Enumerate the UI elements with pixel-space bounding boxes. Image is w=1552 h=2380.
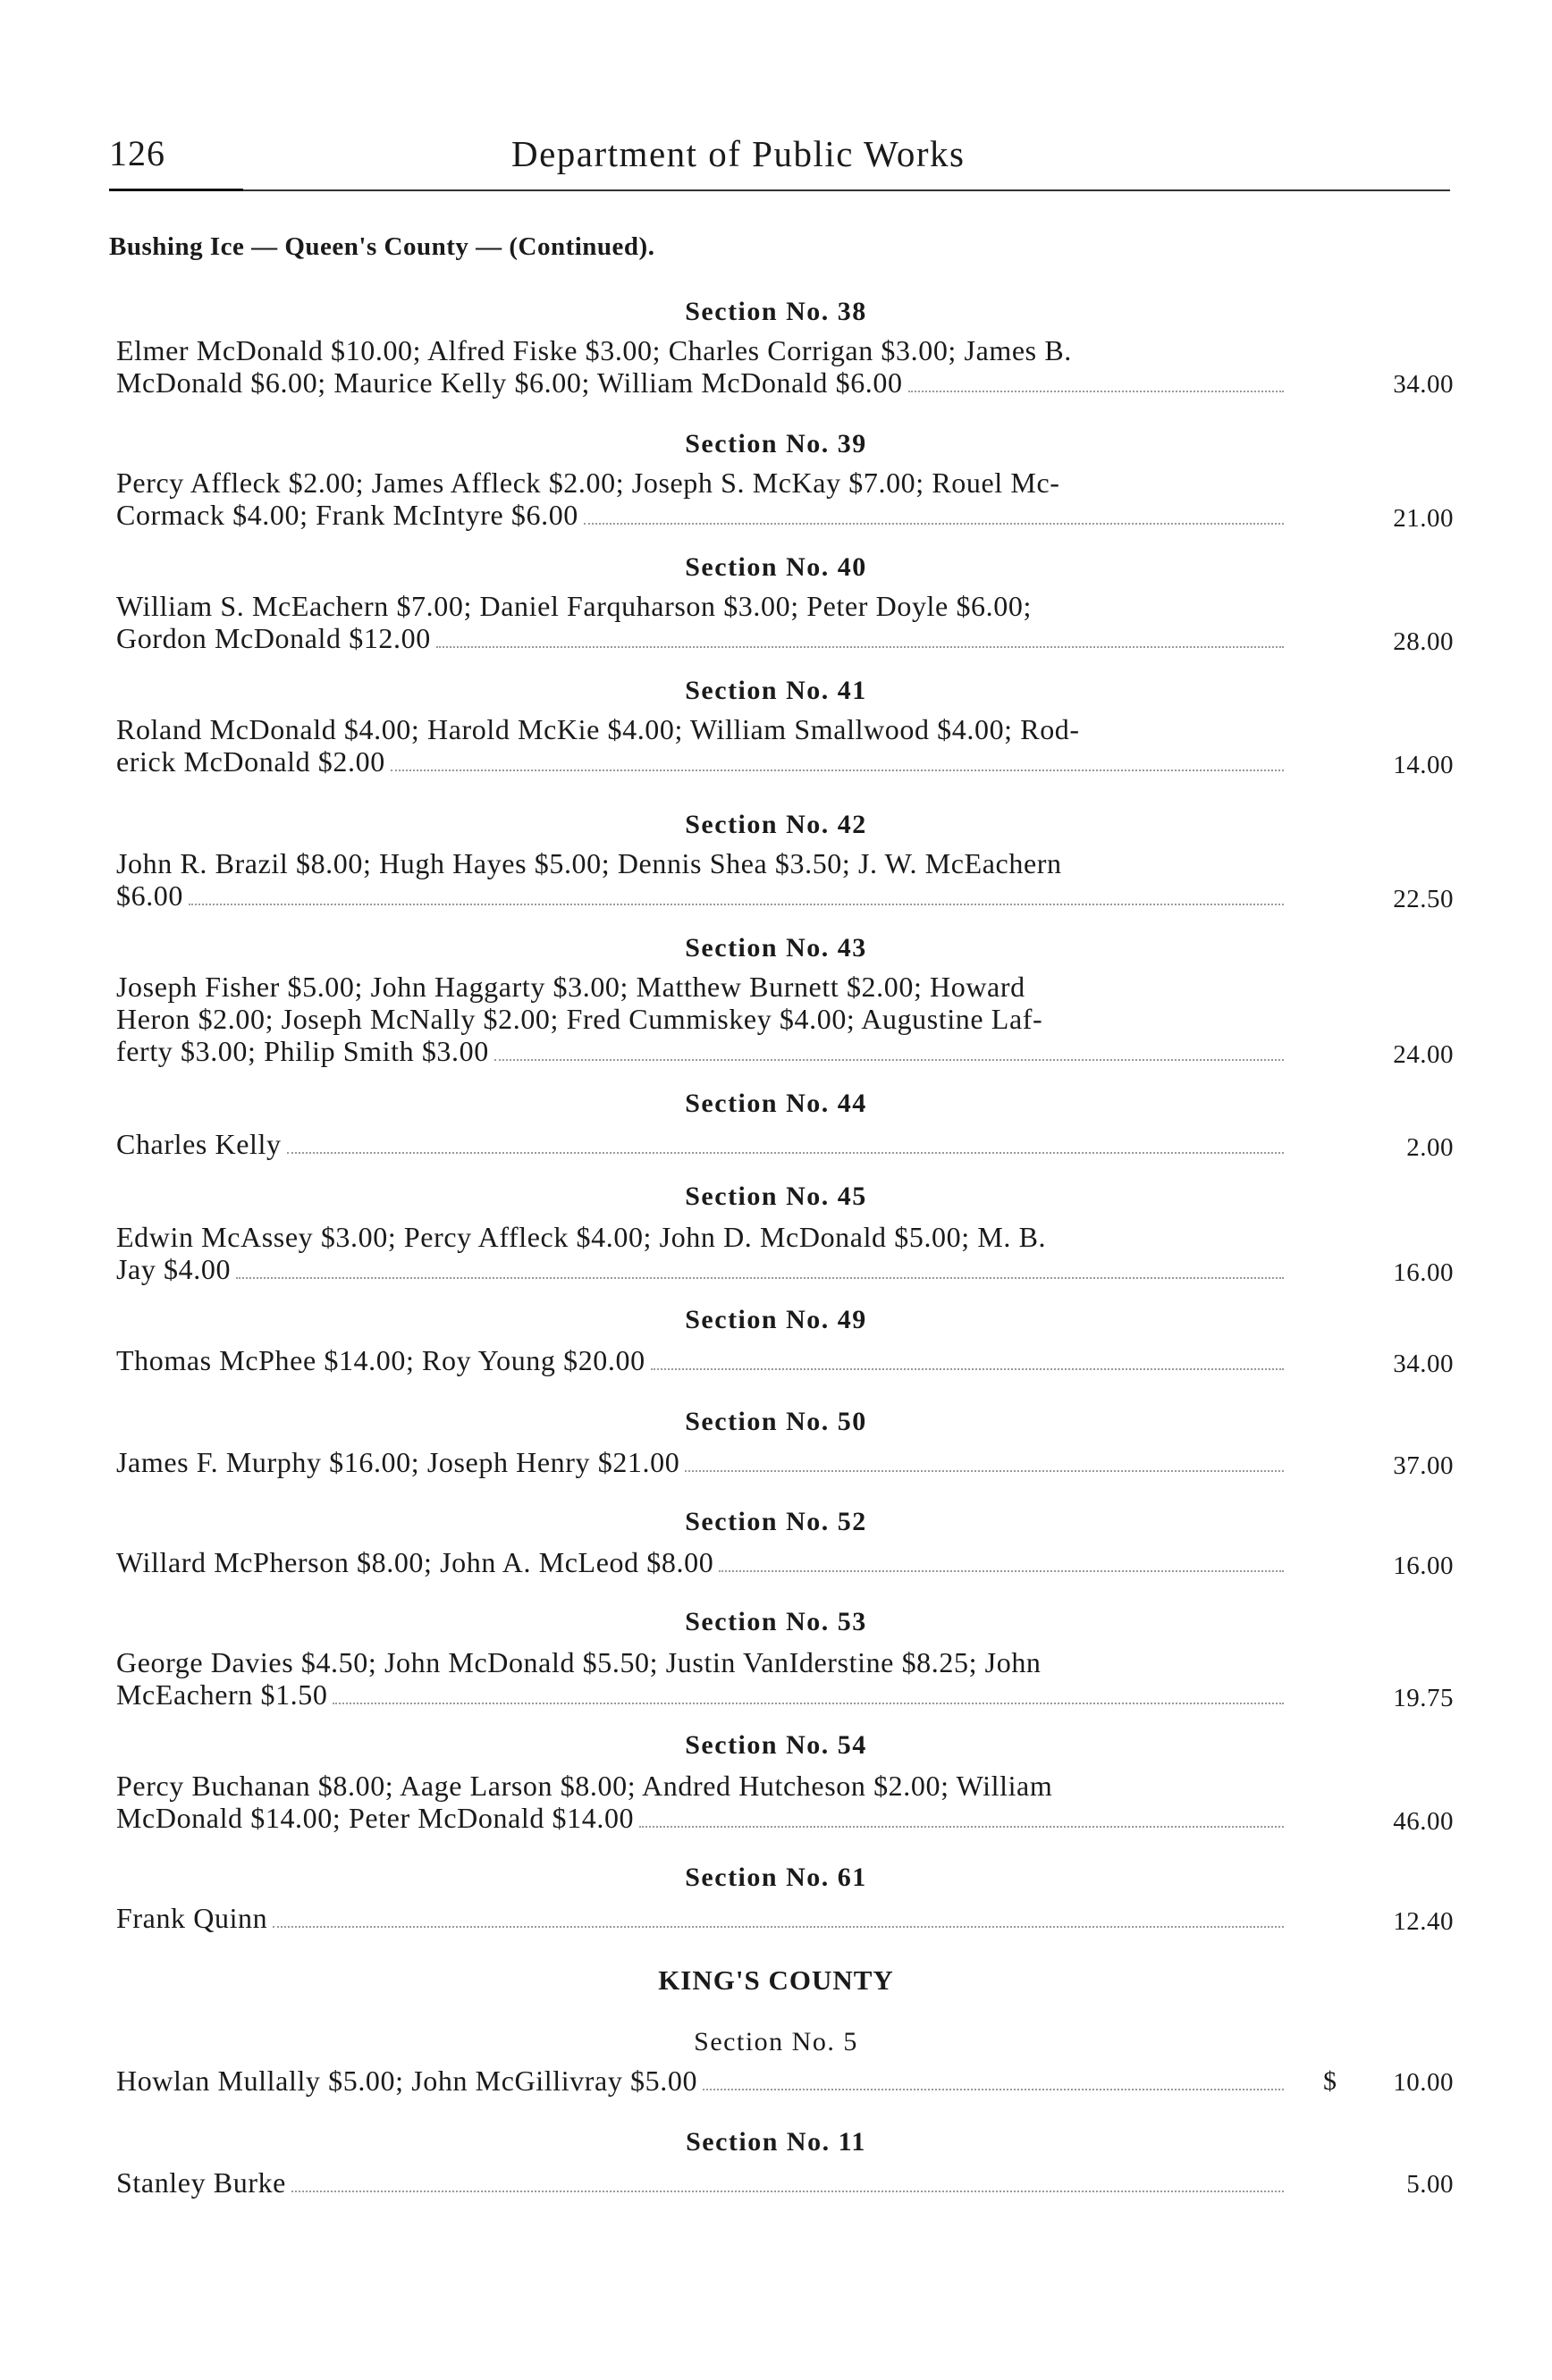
section-amount: 10.00 [1393, 2068, 1454, 2097]
section-heading: Section No. 41 [685, 676, 867, 705]
entry-line: Percy Affleck $2.00; James Affleck $2.00; Joseph S. McKay $7.00; Rouel Mc- [116, 467, 1060, 499]
section-heading: Section No. 54 [685, 1730, 867, 1760]
section-heading: Section No. 39 [685, 429, 867, 458]
entry-line: Heron $2.00; Joseph McNally $2.00; Fred Cummiskey $4.00; Augustine Laf- [116, 1003, 1043, 1035]
section-amount: 2.00 [1406, 1133, 1454, 1162]
entry-line: Percy Buchanan $8.00; Aage Larson $8.00; Andred Hutcheson $2.00; William [116, 1770, 1053, 1802]
entry-line: ferty $3.00; Philip Smith $3.00 [116, 1035, 1287, 1068]
section-heading: Section No. 53 [685, 1607, 867, 1636]
section-amount: 19.75 [1393, 1684, 1454, 1712]
entry-line: McDonald $6.00; Maurice Kelly $6.00; William McDonald $6.00 [116, 366, 1287, 399]
section-subtitle: Bushing Ice — Queen's County — (Continued). [109, 232, 655, 261]
page-title: Department of Public Works [511, 133, 966, 174]
section-heading: Section No. 5 [694, 2027, 858, 2056]
entry-line: Gordon McDonald $12.00 [116, 622, 1287, 655]
section-heading: Section No. 44 [685, 1089, 867, 1118]
section-heading: Section No. 49 [685, 1305, 867, 1334]
section-amount: 28.00 [1393, 627, 1454, 656]
entry-line: $6.00 [116, 879, 1287, 912]
header-rule-accent [109, 189, 243, 191]
entry-line: Joseph Fisher $5.00; John Haggarty $3.00; Matthew Burnett $2.00; Howard [116, 971, 1025, 1003]
entry-line: Howlan Mullally $5.00; John McGillivray $5.00 [116, 2065, 1287, 2098]
entry-line: Stanley Burke [116, 2166, 1287, 2199]
entry-line: Edwin McAssey $3.00; Percy Affleck $4.00; John D. McDonald $5.00; M. B. [116, 1221, 1047, 1253]
section-amount: 34.00 [1393, 1350, 1454, 1378]
section-heading: Section No. 11 [686, 2127, 866, 2157]
currency-symbol: $ [1323, 2066, 1337, 2096]
entry-line: John R. Brazil $8.00; Hugh Hayes $5.00; Dennis Shea $3.50; J. W. McEachern [116, 847, 1062, 879]
section-heading: Section No. 50 [685, 1407, 867, 1436]
entry-line: Jay $4.00 [116, 1253, 1287, 1286]
section-amount: 21.00 [1393, 504, 1454, 533]
header-rule [109, 189, 1450, 191]
county-heading: KING'S COUNTY [658, 1964, 894, 1996]
section-amount: 14.00 [1393, 751, 1454, 779]
entry-line: erick McDonald $2.00 [116, 745, 1287, 778]
section-heading: Section No. 40 [685, 552, 867, 582]
entry-line: McDonald $14.00; Peter McDonald $14.00 [116, 1802, 1287, 1835]
entry-line: Willard McPherson $8.00; John A. McLeod $8.00 [116, 1546, 1287, 1579]
section-amount: 37.00 [1393, 1451, 1454, 1480]
page-header [109, 132, 1450, 186]
entry-line: George Davies $4.50; John McDonald $5.50; Justin VanIderstine $8.25; John [116, 1646, 1042, 1678]
entry-line: Charles Kelly [116, 1128, 1287, 1161]
section-amount: 22.50 [1393, 885, 1454, 913]
section-heading: Section No. 38 [685, 297, 867, 326]
entry-line: Elmer McDonald $10.00; Alfred Fiske $3.00; Charles Corrigan $3.00; James B. [116, 334, 1072, 366]
entry-line: Frank Quinn [116, 1902, 1287, 1935]
section-heading: Section No. 52 [685, 1507, 867, 1536]
section-heading: Section No. 42 [685, 810, 867, 839]
entry-line: McEachern $1.50 [116, 1678, 1287, 1711]
section-heading: Section No. 43 [685, 933, 867, 963]
section-heading: Section No. 45 [685, 1182, 867, 1211]
entry-line: Cormack $4.00; Frank McIntyre $6.00 [116, 499, 1287, 532]
entry-line: Roland McDonald $4.00; Harold McKie $4.00; William Smallwood $4.00; Rod- [116, 713, 1080, 745]
section-amount: 16.00 [1393, 1552, 1454, 1580]
section-amount: 46.00 [1393, 1807, 1454, 1836]
entry-line: James F. Murphy $16.00; Joseph Henry $21.00 [116, 1446, 1287, 1479]
section-heading: Section No. 61 [685, 1863, 867, 1892]
section-amount: 16.00 [1393, 1258, 1454, 1287]
section-amount: 12.40 [1393, 1907, 1454, 1936]
section-amount: 24.00 [1393, 1040, 1454, 1069]
entry-line: William S. McEachern $7.00; Daniel Farquharson $3.00; Peter Doyle $6.00; [116, 590, 1032, 622]
section-amount: 34.00 [1393, 370, 1454, 399]
entry-line: Thomas McPhee $14.00; Roy Young $20.00 [116, 1344, 1287, 1377]
page-number: 126 [109, 133, 165, 173]
section-amount: 5.00 [1406, 2170, 1454, 2199]
